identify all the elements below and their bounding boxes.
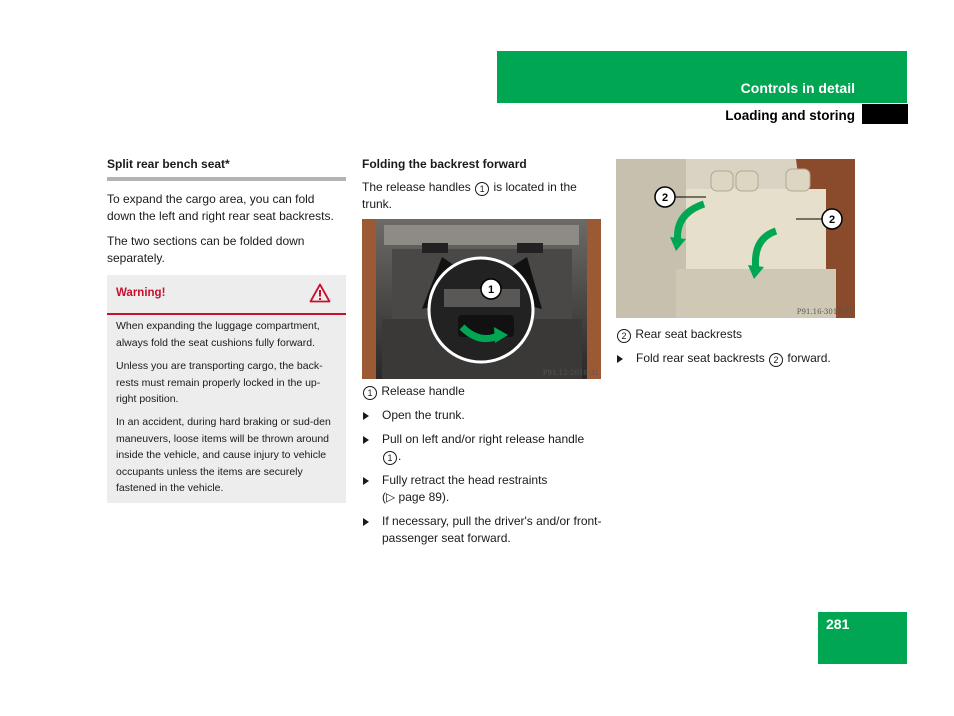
step-pull-handle: Pull on left and/or right release handle 1 . [362,431,602,465]
section-title: Controls in detail [740,80,855,96]
folding-heading: Folding the backrest forward [362,157,527,171]
column-3 [616,326,856,367]
step-retract-head-restraints: Fully retract the head restraints (▷ page 89). [362,472,602,506]
warning-triangle-icon [309,283,331,308]
legend-release-handle: 1 Release handle [362,383,602,400]
page-number: 281 [826,616,850,632]
column-1 [107,156,346,267]
step-pull-seat-forward: If necessary, pull the driver's and/or front-passenger seat forward. [362,513,602,547]
bullet-arrow-icon [363,412,369,420]
step-fold-backrests: Fold rear seat backrests 2 forward. [616,350,856,367]
subsection-title: Loading and storing [725,108,855,123]
sections-paragraph: The two sections can be folded down separately. [107,234,305,265]
split-bench-heading: Split rear bench seat* [107,157,230,171]
bullet-arrow-icon [363,518,369,526]
trunk-release-photo [362,219,601,379]
warning-title: Warning! [116,287,166,299]
heading-rule [107,177,346,181]
photo-id-1: P91.12-2016-31 [542,369,599,377]
warning-text-2: Unless you are transporting cargo, the back-rests must remain properly locked in the up-right position. [116,360,323,406]
page-reference-link[interactable]: (▷ page 89). [382,490,450,504]
column-2 [362,156,602,213]
warning-text-1: When expanding the luggage compartment, always fold the seat cushions fully forward. [116,320,320,349]
intro-paragraph: To expand the cargo area, you can fold down the left and right rear seat backrests. [107,192,334,223]
bullet-arrow-icon [617,355,623,363]
callout-ref-1: 1 [475,182,489,196]
photo-callout-2-right: 2 [828,214,836,226]
column-2-lower [362,383,602,547]
folding-intro: The release handles 1 is located in the trunk. [362,180,577,211]
warning-rule [107,313,346,315]
warning-text-3: In an accident, during hard braking or sud-den maneuvers, loose items will be thrown around inside the vehicle, and cause injury to vehicle occupants unless the items are securely fastened in the vehicle. [116,416,331,495]
photo-callout-2-left: 2 [661,192,669,204]
header-black-tab [862,104,908,124]
step-open-trunk: Open the trunk. [362,407,602,424]
photo-callout-1: 1 [487,284,495,296]
rear-seat-photo [616,159,855,318]
photo-id-2: P91.16-3017-31 [796,308,853,316]
bullet-arrow-icon [363,436,369,444]
legend-rear-seat-backrests: 2 Rear seat backrests [616,326,856,343]
bullet-arrow-icon [363,477,369,485]
